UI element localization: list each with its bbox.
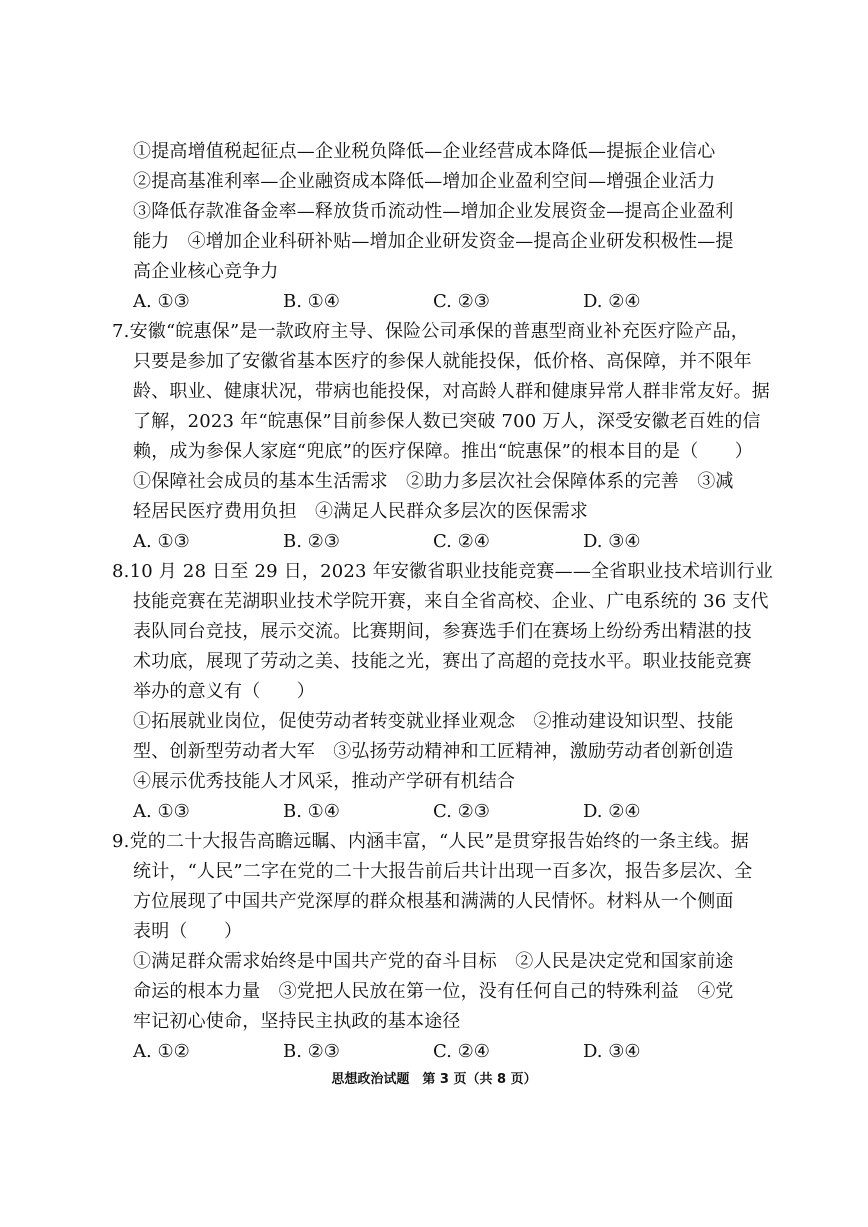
q7-statement-line: ①保障社会成员的基本生活需求 ②助力多层次社会保障体系的完善 ③减 [133,471,734,492]
q8-stem-line: 技能竞赛在芜湖职业技术学院开赛，来自全省高校、企业、广电系统的 36 支代 [133,591,769,612]
q6-option-line: ③降低存款准备金率—释放货币流动性—增加企业发展资金—提高企业盈利 [133,201,734,222]
q9-stem-line: 统计，“人民”二字在党的二十大报告前后共计出现一百多次，报告多层次、全 [133,861,753,882]
q6-option-line: 高企业核心竞争力 [133,261,279,282]
q8-choice-c: C. ②③ [433,801,490,822]
q9-statement-line: ①满足群众需求始终是中国共产党的奋斗目标 ②人民是决定党和国家前途 [133,951,734,972]
q8-stem-line: 8.10 月 28 日至 29 日，2023 年安徽省职业技能竞赛——全省职业技术培训行业 [112,561,774,582]
page-footer: 思想政治试题 第 3 页（共 8 页） [331,1072,537,1087]
q9-statement-line: 牢记初心使命，坚持民主执政的基本途径 [133,1011,461,1032]
q7-stem-line: 了解，2023 年“皖惠保”目前参保人数已突破 700 万人，深受安徽老百姓的信 [133,411,761,432]
q7-choice-d: D. ③④ [583,531,641,552]
q7-stem-line: 只要是参加了安徽省基本医疗的参保人就能投保，低价格、高保障，并不限年 [133,351,752,372]
q8-stem-line: 表队同台竞技，展示交流。比赛期间，参赛选手们在赛场上纷纷秀出精湛的技 [133,621,752,642]
q9-choice-d: D. ③④ [583,1041,641,1062]
q9-choice-a: A. ①② [133,1041,190,1062]
q6-answer-choices [133,287,733,317]
q6-choice-c: C. ②③ [433,291,490,312]
q7-stem-line: 龄、职业、健康状况，带病也能投保，对高龄人群和健康异常人群非常友好。据 [133,381,770,402]
q8-choice-a: A. ①③ [133,801,190,822]
q6-choice-d: D. ②④ [583,291,641,312]
q7-answer-choices [133,527,733,557]
q8-statement-line: ①拓展就业岗位，促使劳动者转变就业择业观念 ②推动建设知识型、技能 [133,711,734,732]
q8-stem-line: 举办的意义有（ ） [133,681,315,702]
q7-choice-c: C. ②④ [433,531,490,552]
q6-option-line: ②提高基准利率—企业融资成本降低—增加企业盈利空间—增强企业活力 [133,171,716,192]
q6-choice-b: B. ①④ [283,291,340,312]
q6-option-line: 能力 ④增加企业科研补贴—增加企业研发资金—提高企业研发积极性—提 [133,231,734,252]
q9-stem-line: 表明（ ） [133,921,243,942]
q9-stem-line: 方位展现了中国共产党深厚的群众根基和满满的人民情怀。材料从一个侧面 [133,891,734,912]
q8-statement-line: ④展示优秀技能人才风采，推动产学研有机结合 [133,771,516,792]
q9-choice-c: C. ②④ [433,1041,490,1062]
q7-stem-line: 赖，成为参保人家庭“兜底”的医疗保障。推出“皖惠保”的根本目的是（ ） [133,441,754,462]
q8-choice-b: B. ①④ [283,801,340,822]
q7-statement-line: 轻居民医疗费用负担 ④满足人民群众多层次的医保需求 [133,501,588,522]
q7-stem-line: 7.安徽“皖惠保”是一款政府主导、保险公司承保的普惠型商业补充医疗险产品， [112,321,749,342]
q9-choice-b: B. ②③ [283,1041,340,1062]
q9-answer-choices [133,1037,733,1067]
q7-choice-b: B. ②③ [283,531,340,552]
q8-choice-d: D. ②④ [583,801,641,822]
q9-statement-line: 命运的根本力量 ③党把人民放在第一位，没有任何自己的特殊利益 ④党 [133,981,734,1002]
q9-stem-line: 9.党的二十大报告高瞻远瞩、内涵丰富，“人民”是贯穿报告始终的一条主线。据 [112,831,749,852]
q7-choice-a: A. ①③ [133,531,190,552]
q6-option-line: ①提高增值税起征点—企业税负降低—企业经营成本降低—提振企业信心 [133,141,716,162]
q6-choice-a: A. ①③ [133,291,190,312]
q8-answer-choices [133,797,733,827]
q8-statement-line: 型、创新型劳动者大军 ③弘扬劳动精神和工匠精神，激励劳动者创新创造 [133,741,734,762]
q8-stem-line: 术功底，展现了劳动之美、技能之光，赛出了高超的竞技水平。职业技能竞赛 [133,651,752,672]
